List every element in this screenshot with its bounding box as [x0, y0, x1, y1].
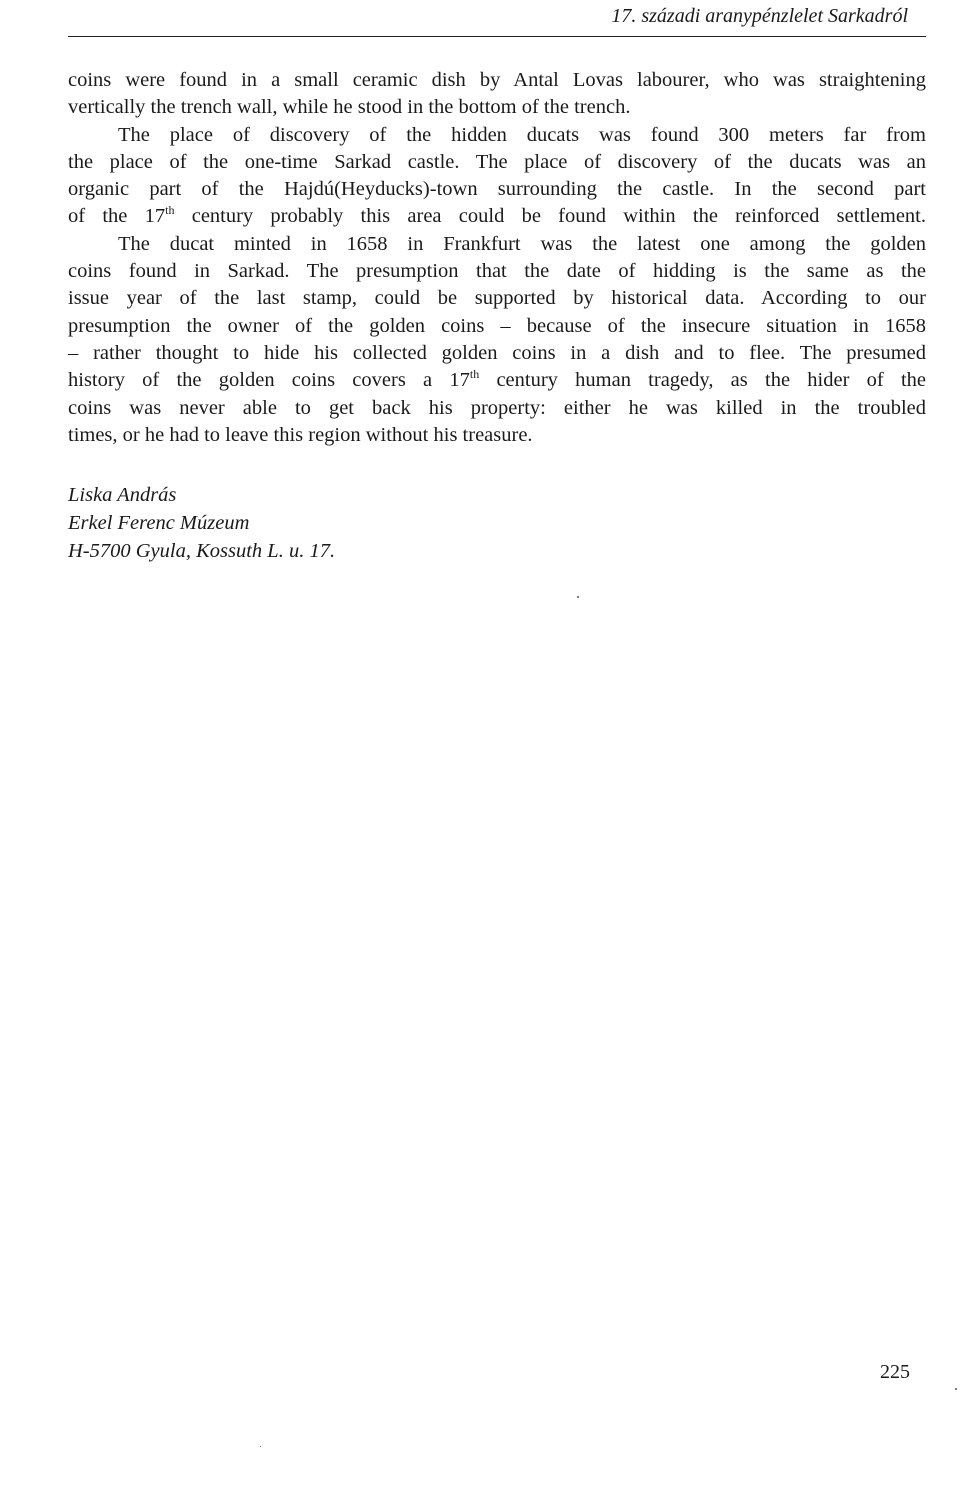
- body-line-9: issue year of the last stamp, could be supported by historical data. According to our: [68, 287, 926, 310]
- author-address: H-5700 Gyula, Kossuth L. u. 17.: [68, 540, 336, 562]
- author-signature: [68, 481, 335, 565]
- body-line-5: organic part of the Hajdú(Heyducks)-town surrounding the castle. In the second part: [68, 178, 926, 201]
- body-line-13: coins was never able to get back his property: either he was killed in the troubled: [68, 396, 926, 419]
- body-line-1: coins were found in a small ceramic dish by Antal Lovas labourer, who was straightening: [68, 69, 926, 91]
- body-line-12: [68, 367, 926, 394]
- author-institution: Erkel Ferenc Múzeum: [68, 512, 250, 534]
- scan-speck: [955, 1388, 957, 1390]
- header-rule: [68, 36, 926, 37]
- scan-speck: [577, 596, 579, 598]
- body-line-6-text-b: century probably this area could be found within the reinforced settlement.: [174, 205, 927, 228]
- scan-speck: [260, 1446, 261, 1447]
- body-line-6-text-a: of the 17: [68, 205, 166, 228]
- body-line-14: times, or he had to leave this region without his treasure.: [68, 423, 533, 446]
- ordinal-superscript: th: [469, 367, 480, 382]
- body-text: [68, 67, 926, 449]
- body-line-12-text-b: century human tragedy, as the hider of the: [479, 369, 926, 392]
- body-line-3: The place of discovery of the hidden ducats was found 300 meters far from: [118, 123, 926, 146]
- ordinal-superscript: th: [165, 203, 175, 218]
- body-line-2: vertically the trench wall, while he stood in the bottom of the trench.: [68, 96, 631, 119]
- body-line-4: the place of the one-time Sarkad castle. The place of discovery of the ducats was an: [68, 150, 926, 173]
- body-line-10: presumption the owner of the golden coins – because of the insecure situation in 1658: [68, 314, 926, 337]
- body-line-6: [68, 203, 926, 230]
- body-line-7: The ducat minted in 1658 in Frankfurt was the latest one among the golden: [118, 232, 926, 255]
- author-name: Liska András: [68, 484, 177, 506]
- body-line-11: – rather thought to hide his collected golden coins in a dish and to flee. The presumed: [68, 341, 926, 364]
- body-line-12-text-a: history of the golden coins covers a 17: [68, 369, 470, 392]
- page-number: 225: [880, 1361, 910, 1383]
- body-line-8: coins found in Sarkad. The presumption that the date of hidding is the same as the: [68, 260, 926, 283]
- running-head: 17. századi aranypénzlelet Sarkadról: [611, 5, 908, 27]
